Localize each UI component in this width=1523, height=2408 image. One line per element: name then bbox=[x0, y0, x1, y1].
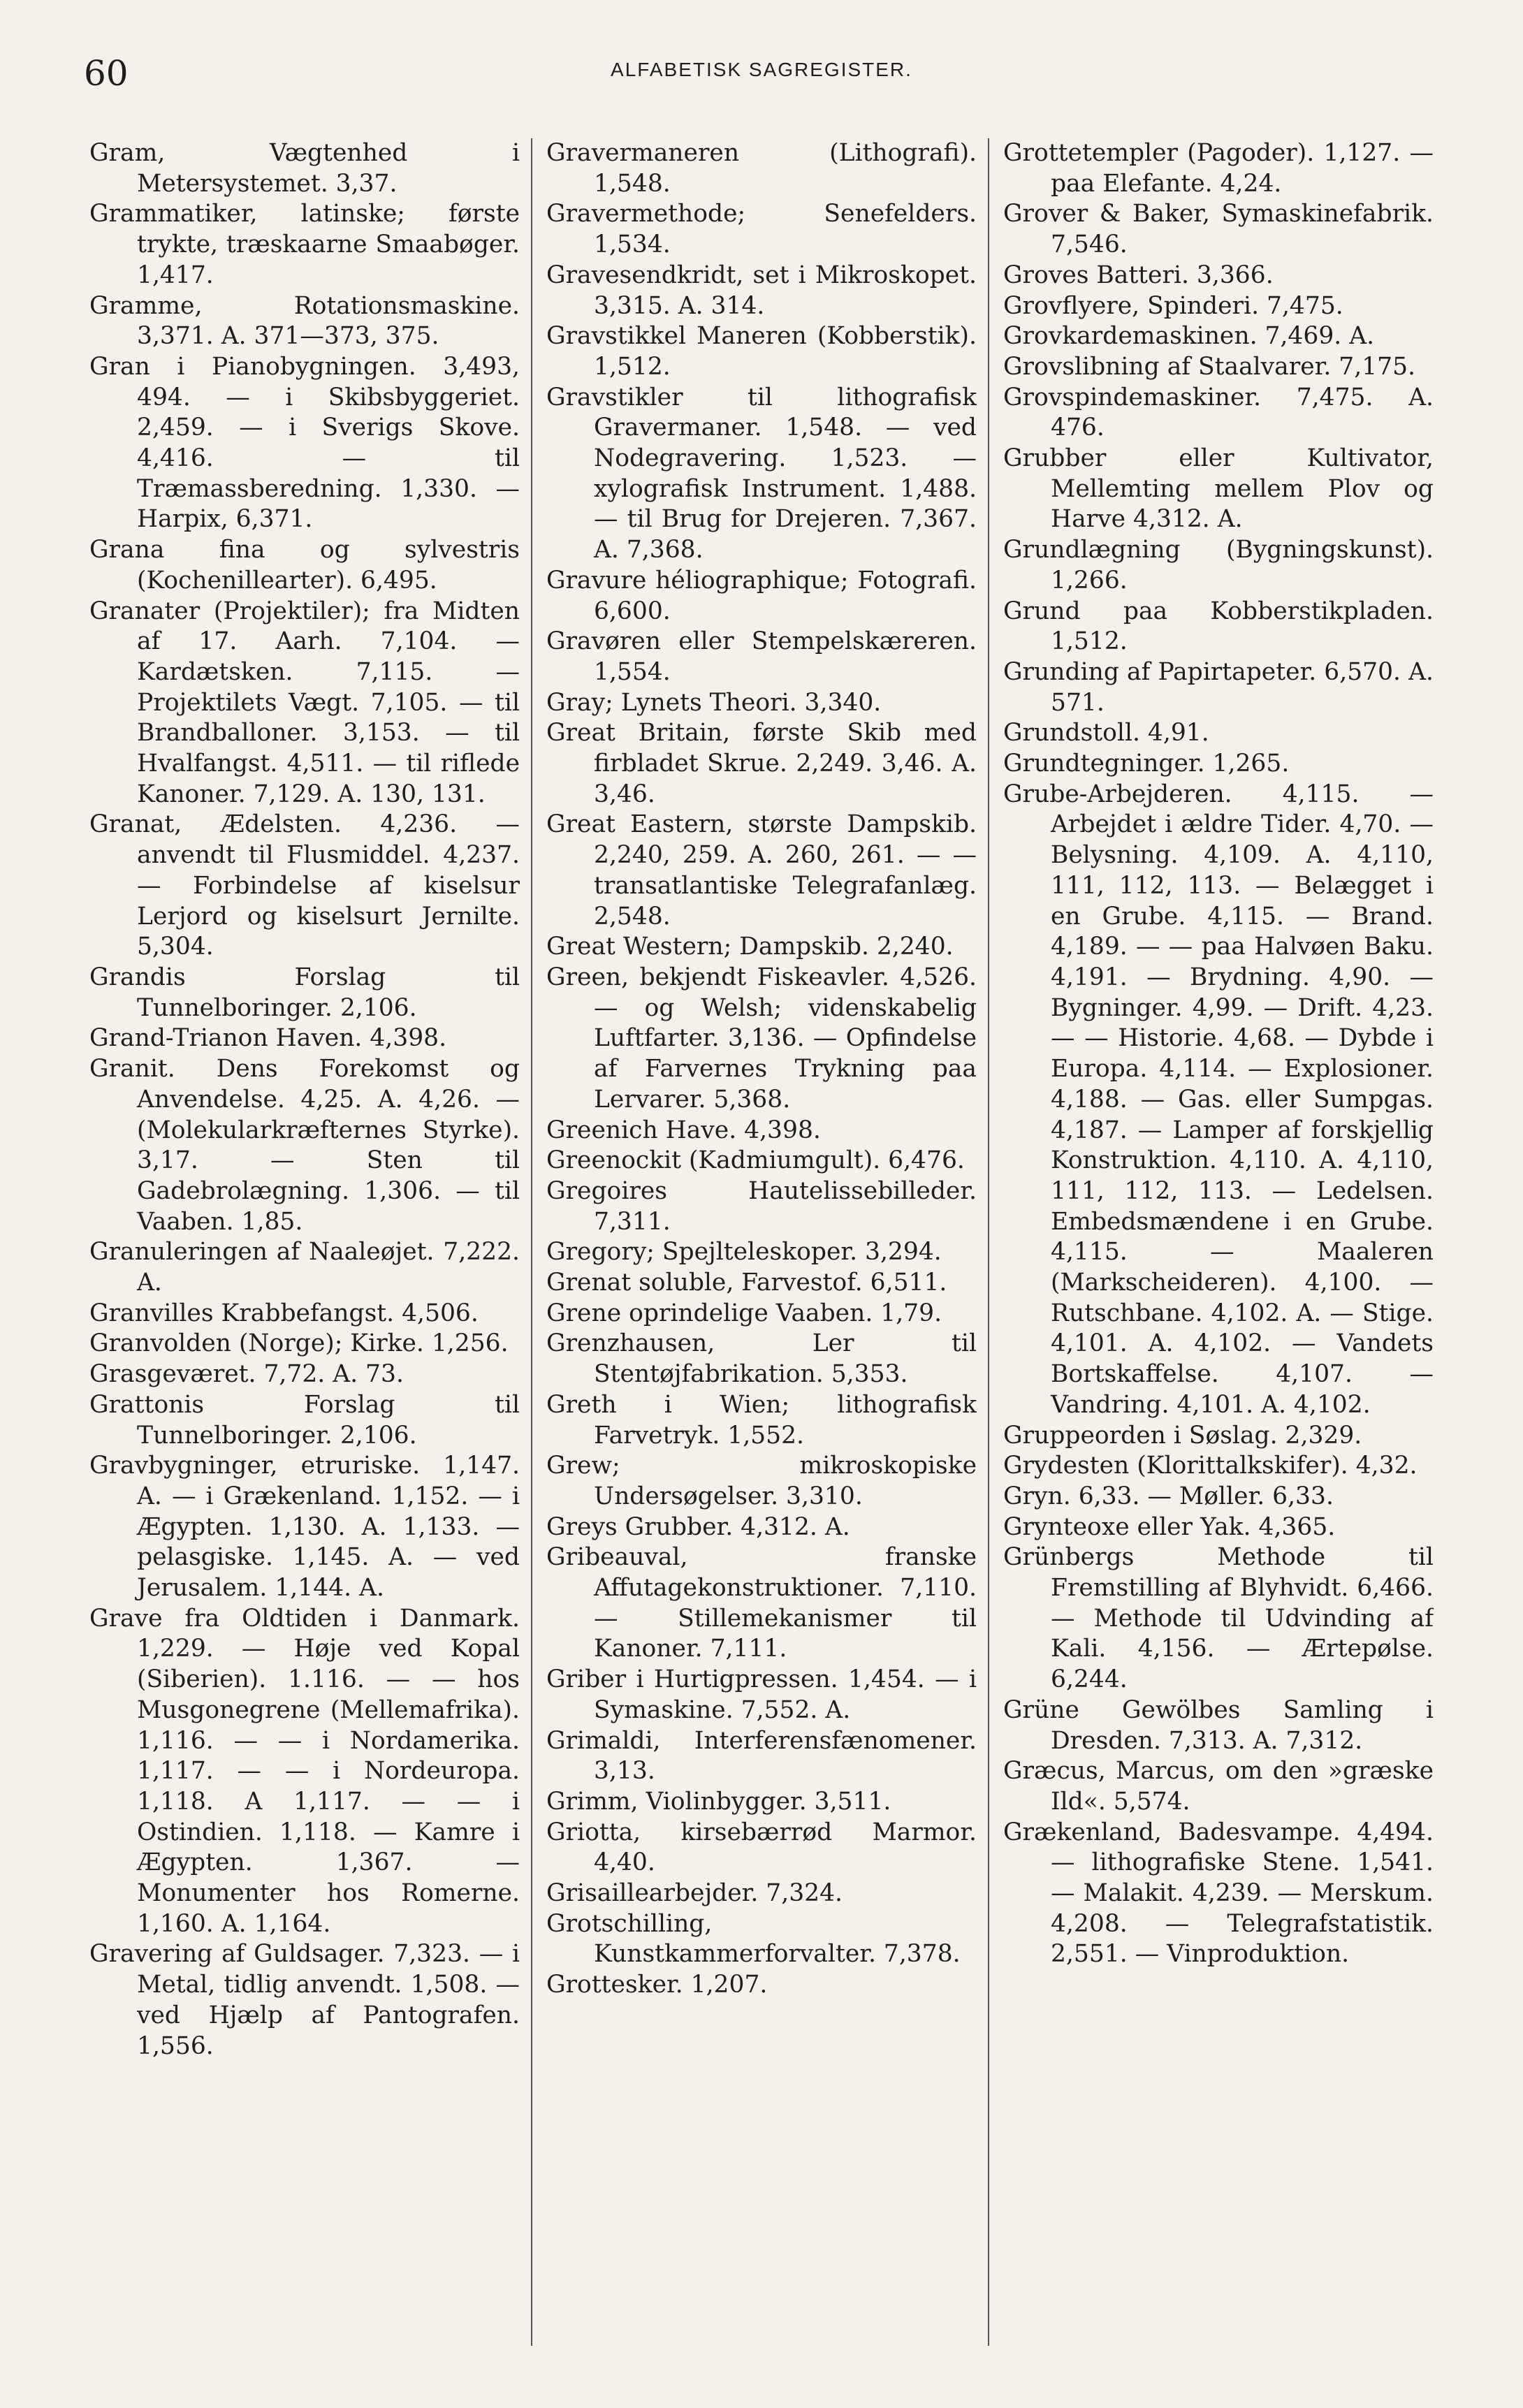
index-entry: Great Western; Dampskib. 2,240. bbox=[546, 933, 954, 961]
index-entry: Grube-Arbejderen. 4,115. — Arbejdet i ældre Tider. 4,70. — Belysning. 4,109. A. 4,110, 111, 112, 113. — Belægget i en Grube. 4,115. — Brand. 4,189. — — paa Halvøen Baku. 4,191. — Brydning. 4,90. — Bygninger. 4,99. — Drift. 4,23. — — Historie. 4,68. — Dybde i Europa. 4,114. — Explosioner. 4,188. — Gas. eller Sumpgas. 4,187. — Lamper af forskjellig Konstruktion. 4,110. A. 4,110, 111, 112, 113. — Ledelsen. Embedsmændene i en Grube. 4,115. — Maaleren (Markscheideren). 4,100. — Rutschbane. 4,102. A. — Stige. 4,101. A. 4,102. — Vandets Bortskaffelse. 4,107. — Vandring. 4,101. A. 4,102. bbox=[1003, 780, 1434, 1419]
index-entry: Grenzhausen, Ler til Stentøjfabrikation. 5,353. bbox=[546, 1329, 977, 1389]
index-entry: Grasgeværet. 7,72. A. 73. bbox=[89, 1360, 404, 1389]
index-entry: Greenich Have. 4,398. bbox=[546, 1116, 821, 1144]
index-entry: Greth i Wien; lithografisk Farvetryk. 1,552. bbox=[546, 1390, 977, 1450]
index-entry: Grottesker. 1,207. bbox=[546, 1971, 768, 1999]
index-entry: Gregoires Hautelissebilleder. 7,311. bbox=[546, 1176, 977, 1236]
index-entry: Grovkardemaskinen. 7,469. A. bbox=[1003, 322, 1375, 351]
index-entry: Granuleringen af Naaleøjet. 7,222. A. bbox=[89, 1238, 520, 1297]
index-entry: Grynteoxe eller Yak. 4,365. bbox=[1003, 1512, 1336, 1541]
index-entry: Grydesten (Klorittalkskifer). 4,32. bbox=[1003, 1452, 1418, 1480]
index-entry: Granater (Projektiler); fra Midten af 17. Aarh. 7,104. — Kardætsken. 7,115. — Projektilets Vægt. 7,105. — til Brandballoner. 3,153. — til Hvalfangst. 4,511. — til riflede Kanoner. 7,129. A. 130, 131. bbox=[89, 597, 520, 808]
column-divider bbox=[531, 138, 532, 2346]
index-entry: Gravøren eller Stempelskæreren. 1,554. bbox=[546, 627, 977, 686]
index-entry: Grotschilling, Kunstkammerforvalter. 7,378. bbox=[546, 1909, 961, 1969]
index-entry: Grana fina og sylvestris (Kochenillearter). 6,495. bbox=[89, 536, 520, 594]
index-entry: Griber i Hurtigpressen. 1,454. — i Symaskine. 7,552. A. bbox=[546, 1665, 977, 1724]
index-entry: Grisaillearbejder. 7,324. bbox=[546, 1879, 843, 1908]
index-entry: Gregory; Spejlteleskoper. 3,294. bbox=[546, 1238, 942, 1267]
index-entry: Grundstoll. 4,91. bbox=[1003, 719, 1209, 747]
index-entry: Grovflyere, Spinderi. 7,475. bbox=[1003, 291, 1343, 320]
index-entry: Grünbergs Methode til Fremstilling af Blyhvidt. 6,466. — Methode til Udvinding af Kali. 4,156. — Ærtepølse. 6,244. bbox=[1003, 1543, 1434, 1694]
index-entry: Grand-Trianon Haven. 4,398. bbox=[89, 1024, 447, 1053]
index-entry: Grave fra Oldtiden i Danmark. 1,229. — Høje ved Kopal (Siberien). 1.116. — — hos Musgonegrene (Mellemafrika). 1,116. — — i Nordamerika. 1,117. — — i Nordeuropa. 1,118. A 1,117. — — i Ostindien. 1,118. — Kamre i Ægypten. 1,367. — Monumenter hos Romerne. 1,160. A. 1,164. bbox=[89, 1604, 520, 1938]
index-entry: Gravstikler til lithografisk Gravermaner. 1,548. — ved Nodegravering. 1,523. — xylografisk Instrument. 1,488. — til Brug for Drejeren. 7,367. A. 7,368. bbox=[546, 383, 977, 564]
index-entry: Grene oprindelige Vaaben. 1,79. bbox=[546, 1299, 942, 1327]
index-entry: Griotta, kirsebærrød Marmor. 4,40. bbox=[546, 1818, 977, 1877]
index-column-1 bbox=[89, 138, 520, 2360]
index-entry: Grovslibning af Staalvarer. 7,175. bbox=[1003, 352, 1416, 381]
index-entry: Grundlægning (Bygningskunst). 1,266. bbox=[1003, 536, 1434, 594]
index-entry: Grundtegninger. 1,265. bbox=[1003, 750, 1290, 778]
index-entry: Green, bekjendt Fiskeavler. 4,526. — og Welsh; videnskabelig Luftfarter. 3,136. — Opfindelse af Farvernes Trykning paa Lervarer. 5,368. bbox=[546, 963, 977, 1114]
index-entry: Gran i Pianobygningen. 3,493, 494. — i Skibsbyggeriet. 2,459. — i Sverigs Skove. 4,416. — til Træmassberedning. 1,330. — Harpix, 6,371. bbox=[89, 352, 520, 534]
index-column-2 bbox=[546, 138, 977, 2360]
running-head: ALFABETISK SAGREGISTER. bbox=[611, 59, 912, 80]
column-divider bbox=[988, 138, 989, 2346]
index-entry: Grottetempler (Pagoder). 1,127. — paa Elefante. 4,24. bbox=[1003, 139, 1434, 198]
page-number: 60 bbox=[84, 53, 129, 94]
index-entry: Great Eastern, største Dampskib. 2,240, 259. A. 260, 261. — — transatlantiske Telegrafanlæg. 2,548. bbox=[546, 810, 977, 931]
index-column-3 bbox=[1003, 138, 1434, 2360]
index-entry: Gribeauval, franske Affutagekonstruktioner. 7,110. — Stillemekanismer til Kanoner. 7,111. bbox=[546, 1543, 977, 1663]
page-header bbox=[0, 49, 1523, 98]
index-entry: Grovspindemaskiner. 7,475. A. 476. bbox=[1003, 383, 1434, 442]
index-entry: Grunding af Papirtapeter. 6,570. A. 571. bbox=[1003, 657, 1434, 717]
index-entry: Gravesendkridt, set i Mikroskopet. 3,315. A. 314. bbox=[546, 261, 977, 320]
index-entry: Granit. Dens Forekomst og Anvendelse. 4,25. A. 4,26. — (Molekularkræfternes Styrke). 3,17. — Sten til Gadebrolægning. 1,306. — til Vaaben. 1,85. bbox=[89, 1055, 520, 1236]
index-entry: Gray; Lynets Theori. 3,340. bbox=[546, 688, 882, 717]
index-entry: Grüne Gewölbes Samling i Dresden. 7,313. A. 7,312. bbox=[1003, 1695, 1434, 1755]
index-entry: Gryn. 6,33. — Møller. 6,33. bbox=[1003, 1482, 1334, 1510]
index-entry: Gruppeorden i Søslag. 2,329. bbox=[1003, 1421, 1362, 1450]
index-entry: Gravstikkel Maneren (Kobberstik). 1,512. bbox=[546, 322, 977, 381]
index-entry: Great Britain, første Skib med firbladet Skrue. 2,249. 3,46. A. 3,46. bbox=[546, 719, 977, 808]
index-entry: Granat, Ædelsten. 4,236. — anvendt til Flusmiddel. 4,237. — Forbindelse af kiselsur Lerjord og kiselsurt Jernilte. 5,304. bbox=[89, 810, 520, 961]
index-entry: Granvolden (Norge); Kirke. 1,256. bbox=[89, 1329, 509, 1358]
index-entry: Gravermaneren (Lithografi). 1,548. bbox=[546, 139, 977, 198]
index-columns bbox=[89, 138, 1438, 2360]
index-entry: Gravermethode; Senefelders. 1,534. bbox=[546, 200, 977, 259]
index-entry: Græcus, Marcus, om den »græske Ild«. 5,574. bbox=[1003, 1757, 1434, 1816]
index-entry: Grækenland, Badesvampe. 4,494. — lithografiske Stene. 1,541. — Malakit. 4,239. — Merskum. 4,208. — Telegrafstatistik. 2,551. — Vinproduktion. bbox=[1003, 1818, 1434, 1969]
index-entry: Grund paa Kobberstikpladen. 1,512. bbox=[1003, 597, 1434, 656]
index-entry: Grenat soluble, Farvestof. 6,511. bbox=[546, 1269, 947, 1297]
index-entry: Grammatiker, latinske; første trykte, træskaarne Smaabøger. 1,417. bbox=[89, 200, 520, 289]
index-entry: Granvilles Krabbefangst. 4,506. bbox=[89, 1299, 479, 1327]
index-entry: Grandis Forslag til Tunnelboringer. 2,106. bbox=[89, 963, 520, 1022]
index-entry: Grew; mikroskopiske Undersøgelser. 3,310. bbox=[546, 1452, 977, 1510]
index-entry: Grimm, Violinbygger. 3,511. bbox=[546, 1787, 891, 1816]
index-entry: Gravering af Guldsager. 7,323. — i Metal, tidlig anvendt. 1,508. — ved Hjælp af Pantografen. 1,556. bbox=[89, 1940, 520, 2060]
index-entry: Grover & Baker, Symaskinefabrik. 7,546. bbox=[1003, 200, 1434, 259]
index-entry: Greenockit (Kadmiumgult). 6,476. bbox=[546, 1146, 965, 1175]
index-entry: Gravbygninger, etruriske. 1,147. A. — i Grækenland. 1,152. — i Ægypten. 1,130. A. 1,133. — pelasgiske. 1,145. A. — ved Jerusalem. 1,144. A. bbox=[89, 1452, 520, 1603]
index-entry: Groves Batteri. 3,366. bbox=[1003, 261, 1274, 289]
index-entry: Grubber eller Kultivator, Mellemting mellem Plov og Harve 4,312. A. bbox=[1003, 444, 1434, 534]
index-entry: Grimaldi, Interferensfænomener. 3,13. bbox=[546, 1726, 977, 1786]
index-entry: Greys Grubber. 4,312. A. bbox=[546, 1512, 850, 1541]
index-entry: Gram, Vægtenhed i Metersystemet. 3,37. bbox=[89, 139, 520, 198]
index-entry: Grattonis Forslag til Tunnelboringer. 2,106. bbox=[89, 1390, 520, 1450]
index-entry: Gramme, Rotationsmaskine. 3,371. A. 371—373, 375. bbox=[89, 291, 520, 351]
index-entry: Gravure héliographique; Fotografi. 6,600. bbox=[546, 566, 977, 625]
